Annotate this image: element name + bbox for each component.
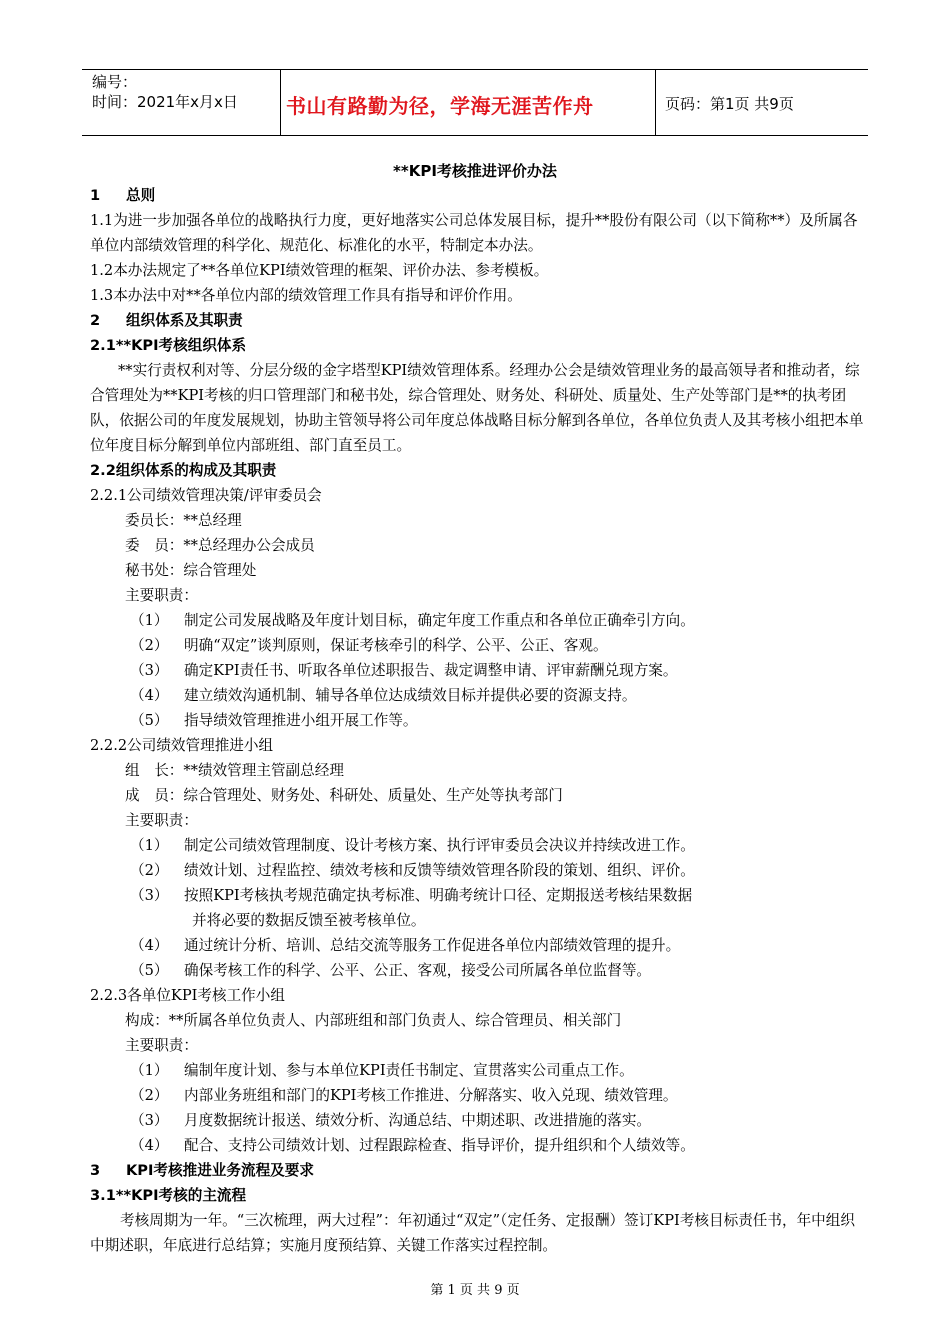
section-title: 组织体系及其职责 [126,312,243,329]
list-item [90,958,865,983]
list-item-number: （4） [130,937,169,954]
list-item-text: 按照KPI考核执考规范确定执考标准、明确考统计口径、定期报送考核结果数据 [184,887,693,904]
header-bottom-rule [82,135,868,136]
section-number: 1 [90,187,101,204]
list-item [90,1058,865,1083]
section-number: 2 [90,312,101,329]
list-item-number: （5） [130,962,169,979]
list-item-text: 月度数据统计报送、绩效分析、沟通总结、中期述职、改进措施的落实。 [184,1112,652,1129]
group-2-2-2-title: 2.2.2公司绩效管理推进小组 [90,737,274,754]
paragraph-2-1: **实行责权利对等、分层分级的金字塔型KPI绩效管理体系。经理办公会是绩效管理业务的最高领导者和推动者，综合管理处为**KPI考核的归口管理部门和秘书处，综合管理处、财务处、科研处、质量处、生产处等部门是**的执考团队，依据公司的年度发展规划，协助主管领导将公司年度总体战略目标分解到各单位，各单位负责人及其考核小组把本单位年度目标分解到单位内部班组、部门直至员工。 [90,362,864,454]
section-number: 3 [90,1162,101,1179]
list-item-text: 建立绩效沟通机制、辅导各单位达成绩效目标并提供必要的资源支持。 [184,687,637,704]
list-item-text: 制定公司绩效管理制度、设计考核方案、执行评审委员会决议并持续改进工作。 [184,837,695,854]
group-2-2-1-title: 2.2.1公司绩效管理决策/评审委员会 [90,487,322,504]
list-item [90,708,865,733]
list-item-number: （2） [130,1087,169,1104]
committee-chair: 委员长：**总经理 [125,512,242,529]
list-item-text: 制定公司发展战略及年度计划目标，确定年度工作重点和各单位正确牵引方向。 [184,612,695,629]
list-item-text: 明确“双定”谈判原则，保证考核牵引的科学、公平、公正、客观。 [184,637,608,654]
list-item-number: （4） [130,687,169,704]
list-item [90,883,865,908]
subsection-3-1-heading: 3.1**KPI考核的主流程 [90,1187,247,1204]
header-top-rule [82,69,868,70]
list-item [90,1083,865,1108]
list-item-number: （2） [130,637,169,654]
list-item [90,683,865,708]
list-item-number: （3） [130,662,169,679]
list-item-text: 指导绩效管理推进小组开展工作等。 [184,712,418,729]
list-item-number: （1） [130,612,169,629]
section-title: 总则 [126,187,156,204]
page-footer: 第 1 页 共 9 页 [430,1283,520,1298]
document-title: **KPI考核推进评价办法 [393,162,557,180]
list-item-text: 配合、支持公司绩效计划、过程跟踪检查、指导评价，提升组织和个人绩效等。 [184,1137,695,1154]
header-motto: 书山有路勤为径，学海无涯苦作舟 [286,94,594,118]
section-title: KPI考核推进业务流程及要求 [126,1162,314,1179]
list-item [90,658,865,683]
header-divider-right [655,69,656,135]
list-item-number: （4） [130,1137,169,1154]
list-item-text: 内部业务班组和部门的KPI考核工作推进、分解落实、收入兑现、绩效管理。 [184,1087,678,1104]
list-item-text: 确保考核工作的科学、公平、公正、客观，接受公司所属各单位监督等。 [184,962,652,979]
paragraph-1-3: 1.3本办法中对**各单位内部的绩效管理工作具有指导和评价作用。 [90,287,522,304]
list-item [90,1108,865,1133]
list-item [90,858,865,883]
group-2-2-3-title: 2.2.3各单位KPI考核工作小组 [90,987,285,1004]
list-item [90,633,865,658]
list-item [90,933,865,958]
unit-team-composition: 构成：**所属各单位负责人、内部班组和部门负责人、综合管理员、相关部门 [125,1012,622,1029]
list-item-text: 绩效计划、过程监控、绩效考核和反馈等绩效管理各阶段的策划、组织、评价。 [184,862,695,879]
list-item [90,1133,865,1158]
doc-date: 时间：2021年x月x日 [92,93,238,111]
doc-code-label: 编号： [92,73,138,91]
committee-members: 委 员：**总经理办公会成员 [125,537,315,554]
section-1-heading [90,183,865,208]
list-item [90,833,865,858]
list-item [90,608,865,633]
list-item-number: （1） [130,1062,169,1079]
list-item-text: 编制年度计划、参与本单位KPI责任书制定、宣贯落实公司重点工作。 [184,1062,634,1079]
paragraph-1-1: 1.1为进一步加强各单位的战略执行力度，更好地落实公司总体发展目标，提升**股份有限公司（以下简称**）及所属各单位内部绩效管理的科学化、规范化、标准化的水平，特制定本办法。 [90,212,858,254]
section-3-heading [90,1158,865,1183]
header-divider-left [280,69,281,135]
list-item-number: （5） [130,712,169,729]
list-item-text: 确定KPI责任书、听取各单位述职报告、裁定调整申请、评审薪酬兑现方案。 [184,662,678,679]
list-item-continuation: 并将必要的数据反馈至被考核单位。 [192,912,426,929]
team-members: 成 员：综合管理处、财务处、科研处、质量处、生产处等执考部门 [125,787,563,804]
subsection-2-2-heading: 2.2组织体系的构成及其职责 [90,462,277,479]
list-item-number: （3） [130,1112,169,1129]
paragraph-1-2: 1.2本办法规定了**各单位KPI绩效管理的框架、评价办法、参考模板。 [90,262,549,279]
paragraph-3-1: 考核周期为一年。“三次梳理，两大过程”：年初通过“双定”（定任务、定报酬）签订KPI考核目标责任书，年中组织中期述职，年底进行总结算；实施月度预结算、关键工作落实过程控制。 [90,1212,855,1254]
list-item-number: （3） [130,887,169,904]
duties-label: 主要职责： [125,1037,198,1054]
document-body [90,183,865,1258]
subsection-2-1-heading: 2.1**KPI考核组织体系 [90,337,247,354]
list-item-number: （1） [130,837,169,854]
duties-label: 主要职责： [125,812,198,829]
section-2-heading [90,308,865,333]
page-number-header: 页码：第1页 共9页 [665,95,794,113]
team-leader: 组 长：**绩效管理主管副总经理 [125,762,344,779]
committee-secretariat: 秘书处：综合管理处 [125,562,257,579]
list-item-number: （2） [130,862,169,879]
duties-label: 主要职责： [125,587,198,604]
list-item-text: 通过统计分析、培训、总结交流等服务工作促进各单位内部绩效管理的提升。 [184,937,681,954]
